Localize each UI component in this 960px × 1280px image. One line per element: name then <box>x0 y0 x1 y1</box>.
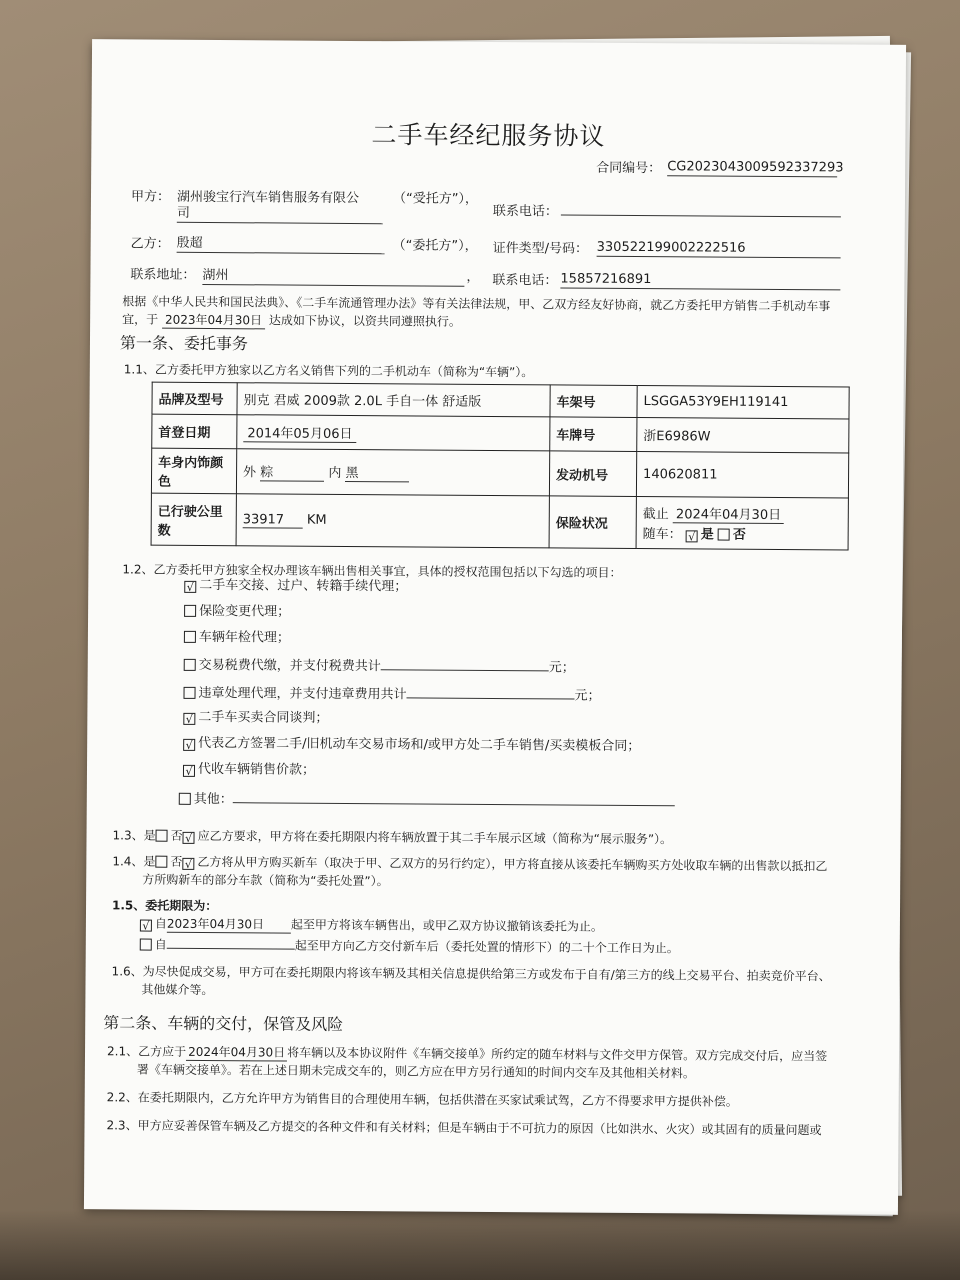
intro-text-b: 达成如下协议，以资共同遵照执行。 <box>268 313 461 329</box>
clause-2-1-text-a: 2.1、乙方应于 <box>106 1044 187 1059</box>
item-1-label: 二手车交接、过户、转籍手续代理； <box>199 577 408 595</box>
item-5-suffix: 元； <box>574 688 601 704</box>
party-b-label: 乙方： <box>130 236 170 252</box>
insurance-key: 保险状况 <box>549 496 636 549</box>
clause-1-6-line1: 1.6、为尽快促成交易，甲方可在委托期限内将该车辆及其相关信息提供给第三方或发布于自有/第三方的线上交易平台、拍卖竞价平台、 <box>111 964 831 984</box>
term-option-2-checkbox[interactable] <box>140 939 152 951</box>
item-5-label: 违章处理代理，并支付违章费用共计 <box>198 685 407 703</box>
clause-1-6-line2: 其他媒介等。 <box>141 982 214 998</box>
mileage-unit: KM <box>306 512 327 528</box>
clause-1-3-yes-label: 1.3、是 <box>112 828 156 843</box>
mileage-value: 33917 <box>243 512 303 528</box>
clause-1-4-yes-label: 1.4、是 <box>112 854 156 869</box>
term-option-1-date: 2023年04月30日 <box>167 916 291 934</box>
intro-line1: 根据《中华人民共和国民法典》、《二手车流通管理办法》等有关法律法规，甲、乙双方经友好协商，就乙方委托甲方销售二手机动车事 <box>122 294 831 314</box>
item-2-checkbox[interactable] <box>184 605 196 617</box>
contract-no-label: 合同编号： <box>596 160 662 177</box>
address-value: 湖州 <box>202 268 464 287</box>
clause-1-4-text: 乙方将从甲方购买新车（取决于甲、乙双方的另行约定），甲方将直接从该委托车辆购买方处收取车辆的出售款以抵扣乙 <box>197 854 828 874</box>
term-option-1-text: 起至甲方将该车辆售出，或甲乙双方协议撤销该委托为止。 <box>290 917 603 934</box>
insurance-until-value: 2024年04月30日 <box>673 503 784 524</box>
party-b-name: 殷超 <box>177 236 385 254</box>
item-2-label: 保险变更代理； <box>199 603 291 620</box>
clause-2-2: 2.2、在委托期限内，乙方允许甲方为销售目的合理使用车辆，包括供潜在买家试乘试驾，乙方不得要求甲方提供补偿。 <box>106 1090 738 1109</box>
document-title: 二手车经纪服务协议 <box>371 120 606 151</box>
clause-1-3-text: 应乙方要求，甲方将在委托期限内将车辆放置于其二手车展示区域（简称为“展示服务”）。 <box>197 828 673 847</box>
plate-value: 浙E6986W <box>637 417 849 452</box>
item-4-blank[interactable] <box>381 657 549 671</box>
clause-1-4-line2: 方所购新车的部分车款（简称为“委托处置”）。 <box>142 872 389 889</box>
vin-key: 车架号 <box>550 385 637 418</box>
item-4-checkbox[interactable] <box>184 659 196 671</box>
address-label: 联系地址： <box>130 267 196 283</box>
clause-2-1-text-b: 将车辆以及本协议附件《车辆交接单》所约定的随车材料与文件交甲方保管。双方完成交付后，应当签 <box>287 1045 828 1064</box>
brand-key: 品牌及型号 <box>152 382 237 415</box>
item-4 <box>184 656 575 677</box>
item-6-label: 二手车买卖合同谈判； <box>198 709 329 726</box>
color-key: 车身内饰颜色 <box>151 448 236 494</box>
clause-1-5-line1 <box>140 916 603 936</box>
item-6-checkbox[interactable]: √ <box>183 713 195 725</box>
item-1 <box>184 578 407 596</box>
item-5-checkbox[interactable] <box>183 687 195 699</box>
insurance-with-label: 随车： <box>642 527 682 543</box>
insurance-yes-label: 是 <box>700 527 714 543</box>
clause-1-2: 1.2、乙方委托甲方独家全权办理该车辆出售相关事宜，具体的授权范围包括以下勾选的项目： <box>122 562 622 580</box>
item-1-checkbox[interactable]: √ <box>184 581 196 593</box>
plate-key: 车牌号 <box>550 417 637 452</box>
intro-line2 <box>122 311 461 330</box>
intro-text-a: 宜，于 <box>122 312 159 327</box>
party-a-phone-line <box>561 200 841 217</box>
clause-1-5-title: 1.5、委托期限为： <box>111 898 218 914</box>
clause-1-3-no-checkbox[interactable]: √ <box>183 832 195 844</box>
party-b-phone-label: 联系电话： <box>492 272 558 289</box>
clause-1-3 <box>112 827 672 847</box>
item-7-checkbox[interactable]: √ <box>183 739 195 751</box>
section1-title: 第一条、委托事务 <box>119 333 249 354</box>
color-cell <box>236 449 549 496</box>
item-8-label: 代收车辆销售价款； <box>197 761 316 778</box>
clause-1-3-no-label: 否 <box>170 828 183 843</box>
brand-value: 别克 君威 2009款 2.0L 手自一体 舒适版 <box>237 383 550 417</box>
reg-date-value: 2014年05月06日 <box>243 422 356 443</box>
term-option-2-from: 自 <box>154 937 167 952</box>
id-label: 证件类型/号码： <box>492 240 589 257</box>
insurance-no-label: 否 <box>732 527 747 543</box>
clause-2-1-line2: 署《车辆交接单》。若在上述日期未完成交车的，则乙方应在甲方另行通知的时间内交车及其他相关材料。 <box>136 1062 695 1081</box>
clause-2-3: 2.3、甲方应妥善保管车辆及乙方提交的各种文件和有关材料；但是车辆由于不可抗力的原因（比如洪水、火灾）或其固有的质量问题或 <box>106 1118 822 1138</box>
item-9-checkbox[interactable] <box>179 793 191 805</box>
vin-value: LSGGA53Y9EH119141 <box>637 385 849 418</box>
color-out-label: 外 <box>243 465 257 481</box>
contract-no: CG2023043009592337293 <box>667 159 844 176</box>
mileage-cell <box>236 494 549 548</box>
term-option-1-checkbox[interactable]: √ <box>140 920 152 932</box>
party-a-phone-label: 联系电话： <box>492 203 558 220</box>
insurance-until-label: 截止 <box>642 507 669 523</box>
clause-2-1-date: 2024年04月30日 <box>186 1044 287 1062</box>
color-in-label: 内 <box>328 465 342 481</box>
term-option-1-from: 自 <box>154 916 167 931</box>
clause-1-4-yes-checkbox[interactable] <box>155 856 167 868</box>
clause-1-5-line2 <box>140 936 679 957</box>
item-9 <box>179 790 675 811</box>
bottom-shadow <box>0 1210 960 1280</box>
party-b-phone: 15857216891 <box>560 271 840 290</box>
party-a-name-line1: 湖州骏宝行汽车销售服务有限公 <box>176 189 360 207</box>
party-a-name-line2: 司 <box>177 206 383 224</box>
party-b-role: （“委托方”）， <box>392 238 478 254</box>
item-5-blank[interactable] <box>407 685 575 699</box>
contract-page <box>84 39 906 1215</box>
item-6 <box>183 710 328 727</box>
engine-value: 140620811 <box>636 451 848 497</box>
intro-date: 2023年04月30日 <box>162 312 265 330</box>
item-7-label: 代表乙方签署二手/旧机动车交易市场和/或甲方处二手车销售/买卖模板合同； <box>198 735 641 755</box>
item-9-label: 其他： <box>193 791 233 808</box>
clause-1-4-no-checkbox[interactable]: √ <box>182 858 194 870</box>
id-value: 330522199002222516 <box>597 240 841 259</box>
address-comma: ， <box>466 269 480 285</box>
clause-1-3-yes-checkbox[interactable] <box>156 830 168 842</box>
clause-1-1: 1.1、乙方委托甲方独家以乙方名义销售下列的二手机动车（简称为“车辆”）。 <box>123 362 534 380</box>
term-option-2-date[interactable] <box>167 936 295 950</box>
item-2 <box>184 604 290 621</box>
item-4-label: 交易税费代缴，并支付税费共计 <box>198 657 381 675</box>
item-3-checkbox[interactable] <box>184 631 196 643</box>
color-out-value: 粽 <box>260 461 324 481</box>
mileage-key: 已行驶公里数 <box>151 493 236 546</box>
insurance-no-checkbox[interactable] <box>718 529 730 541</box>
item-7 <box>183 736 640 755</box>
party-a-role: （“受托方”）， <box>392 191 479 207</box>
insurance-yes-checkbox[interactable]: √ <box>686 530 698 542</box>
color-in-value: 黑 <box>345 462 409 482</box>
insurance-cell <box>636 496 848 549</box>
clause-1-4-no-label: 否 <box>170 854 183 869</box>
item-4-suffix: 元； <box>548 660 575 676</box>
reg-date-cell <box>237 415 550 451</box>
party-a-label: 甲方： <box>130 189 171 205</box>
item-3 <box>184 630 290 647</box>
item-9-blank[interactable] <box>233 790 675 806</box>
engine-key: 发动机号 <box>549 451 636 497</box>
term-option-2-text: 起至甲方向乙方交付新车后（委托处置的情形下）的二十个工作日为止。 <box>294 938 679 956</box>
item-5 <box>183 684 600 705</box>
vehicle-info-table <box>151 382 850 551</box>
item-8 <box>183 762 315 779</box>
section2-title: 第二条、车辆的交付，保管及风险 <box>103 1013 344 1034</box>
item-8-checkbox[interactable]: √ <box>183 765 195 777</box>
item-3-label: 车辆年检代理； <box>198 629 290 646</box>
reg-date-key: 首登日期 <box>152 414 237 449</box>
